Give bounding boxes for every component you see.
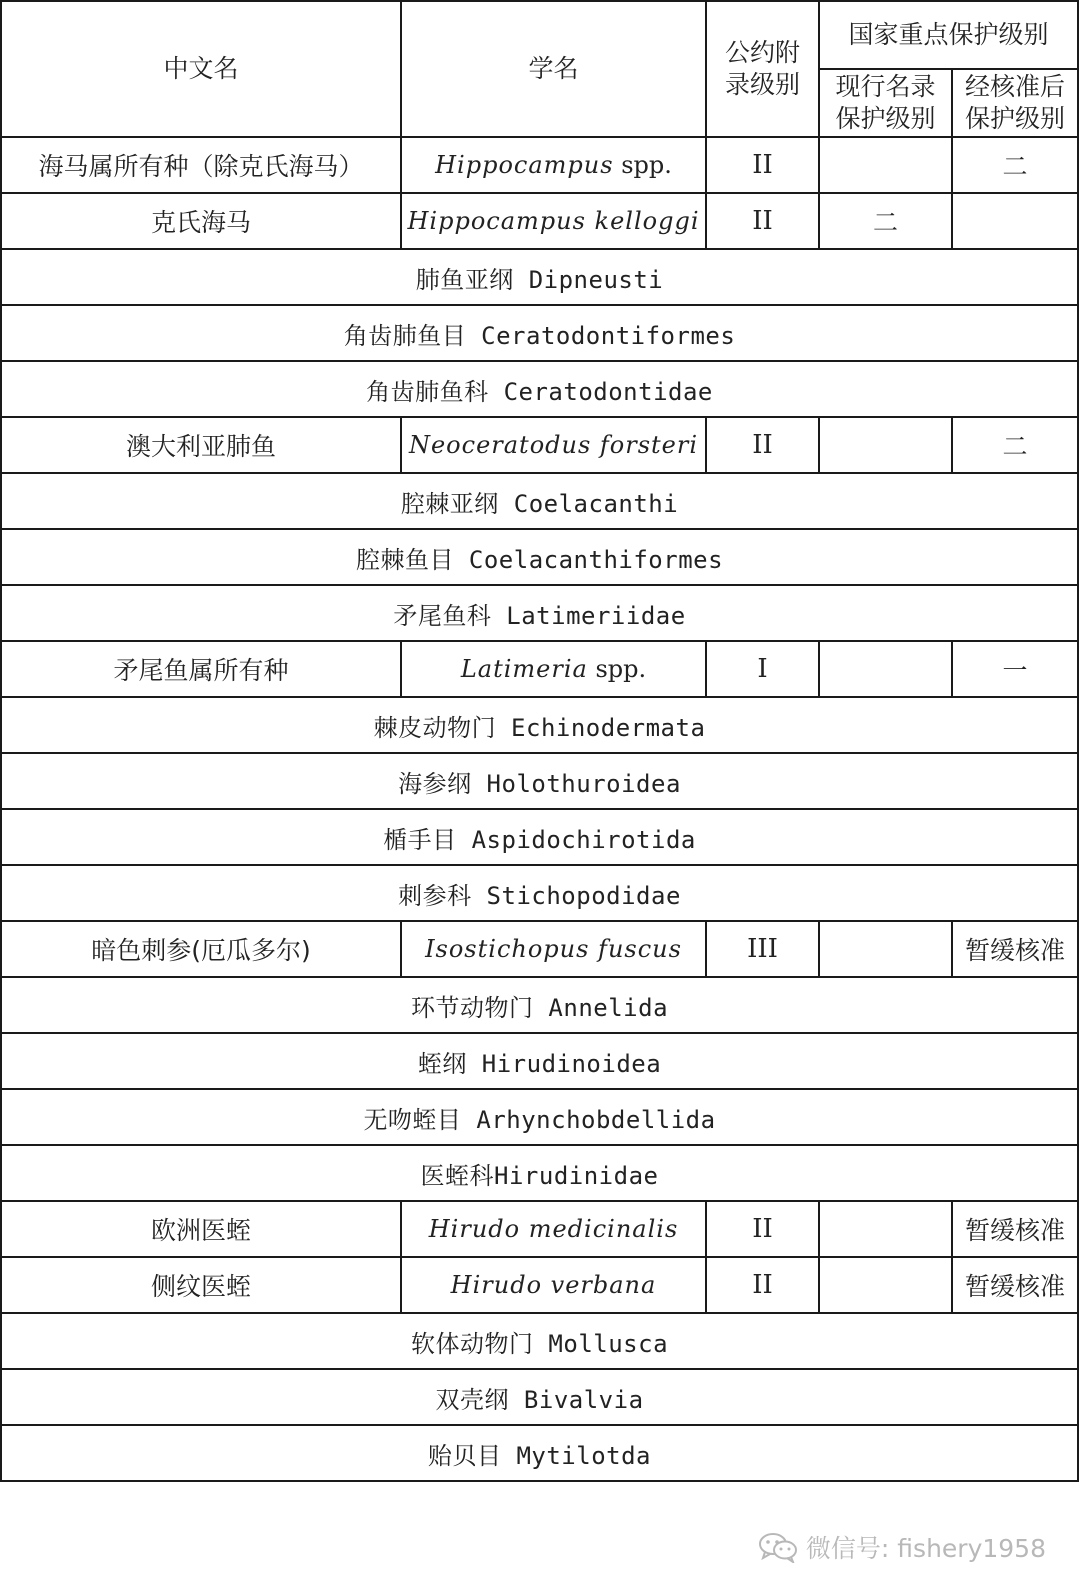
current-level-cell [819, 417, 952, 473]
header-current-line-2: 保护级别 [835, 104, 936, 133]
species-row [1, 417, 1078, 473]
scientific-name-cell [401, 137, 706, 193]
taxon-row [1, 529, 1078, 585]
approved-level-cell: 二 [952, 137, 1078, 193]
species-row [1, 1201, 1078, 1257]
approved-level-cell: 二 [952, 417, 1078, 473]
scientific-name-cell [401, 417, 706, 473]
approved-level-cell: 暂缓核准 [952, 1257, 1078, 1313]
watermark [758, 1530, 1046, 1564]
header-chinese-name: 中文名 [1, 1, 401, 137]
current-level-cell: 二 [819, 193, 952, 249]
header-appendix-line-2: 录级别 [724, 70, 800, 99]
current-level-cell [819, 137, 952, 193]
taxon-row [1, 697, 1078, 753]
taxon-row [1, 1425, 1078, 1481]
scientific-name-cell [401, 1201, 706, 1257]
taxon-label: 角齿肺鱼目 Ceratodontiformes [1, 305, 1078, 361]
taxon-row [1, 249, 1078, 305]
current-level-cell [819, 921, 952, 977]
header-national-protection: 国家重点保护级别 [819, 1, 1078, 69]
appendix-level-cell: II [706, 1201, 819, 1257]
scientific-name-suffix: spp. [613, 151, 672, 179]
taxon-row [1, 1089, 1078, 1145]
chinese-name-cell: 海马属所有种（除克氏海马） [1, 137, 401, 193]
taxon-row [1, 809, 1078, 865]
taxon-label: 医蛭科Hirudinidae [1, 1145, 1078, 1201]
chinese-name-cell: 克氏海马 [1, 193, 401, 249]
appendix-level-cell: III [706, 921, 819, 977]
taxon-label: 蛭纲 Hirudinoidea [1, 1033, 1078, 1089]
current-level-cell [819, 641, 952, 697]
approved-level-cell: 一 [952, 641, 1078, 697]
scientific-name: Latimeria [460, 655, 588, 683]
taxon-label: 棘皮动物门 Echinodermata [1, 697, 1078, 753]
taxon-label: 刺参科 Stichopodidae [1, 865, 1078, 921]
taxon-row [1, 977, 1078, 1033]
appendix-level-cell: I [706, 641, 819, 697]
current-level-cell [819, 1257, 952, 1313]
taxon-row [1, 1313, 1078, 1369]
header-appendix-level [706, 1, 819, 137]
taxon-row [1, 361, 1078, 417]
chinese-name-cell: 欧洲医蛭 [1, 1201, 401, 1257]
appendix-level-cell: II [706, 137, 819, 193]
header-approved-line-1: 经核准后 [965, 72, 1066, 101]
appendix-level-cell: II [706, 193, 819, 249]
header-appendix-line-1: 公约附 [724, 38, 800, 67]
scientific-name: Hippocampus kelloggi [407, 207, 700, 235]
species-row [1, 1257, 1078, 1313]
wechat-icon [758, 1531, 798, 1563]
taxon-label: 矛尾鱼科 Latimeriidae [1, 585, 1078, 641]
approved-level-cell [952, 193, 1078, 249]
taxon-row [1, 1369, 1078, 1425]
scientific-name-cell [401, 1257, 706, 1313]
species-row [1, 641, 1078, 697]
species-row [1, 193, 1078, 249]
taxon-row [1, 1145, 1078, 1201]
scientific-name: Hirudo medicinalis [428, 1215, 679, 1243]
taxon-label: 软体动物门 Mollusca [1, 1313, 1078, 1369]
taxon-label: 角齿肺鱼科 Ceratodontidae [1, 361, 1078, 417]
taxon-row [1, 753, 1078, 809]
taxon-row [1, 305, 1078, 361]
table-body [1, 137, 1078, 1481]
header-current-line-1: 现行名录 [835, 72, 936, 101]
chinese-name-cell: 矛尾鱼属所有种 [1, 641, 401, 697]
scientific-name: Hippocampus [435, 151, 614, 179]
taxon-label: 海参纲 Holothuroidea [1, 753, 1078, 809]
appendix-level-cell: II [706, 1257, 819, 1313]
header-approved-line-2: 保护级别 [965, 104, 1066, 133]
species-row [1, 921, 1078, 977]
taxon-label: 腔棘鱼目 Coelacanthiformes [1, 529, 1078, 585]
taxon-label: 无吻蛭目 Arhynchobdellida [1, 1089, 1078, 1145]
approved-level-cell: 暂缓核准 [952, 921, 1078, 977]
taxon-label: 环节动物门 Annelida [1, 977, 1078, 1033]
taxon-row [1, 865, 1078, 921]
current-level-cell [819, 1201, 952, 1257]
scientific-name: Hirudo verbana [450, 1271, 657, 1299]
scientific-name: Isostichopus fuscus [425, 935, 682, 963]
table-header [1, 1, 1078, 137]
taxon-label: 楯手目 Aspidochirotida [1, 809, 1078, 865]
scientific-name-suffix: spp. [587, 655, 647, 683]
taxon-label: 肺鱼亚纲 Dipneusti [1, 249, 1078, 305]
scientific-name: Neoceratodus forsteri [408, 431, 699, 459]
header-current-level [819, 69, 952, 137]
taxon-label: 腔棘亚纲 Coelacanthi [1, 473, 1078, 529]
taxon-row [1, 473, 1078, 529]
taxon-label: 贻贝目 Mytilotda [1, 1425, 1078, 1481]
species-row [1, 137, 1078, 193]
header-approved-level [952, 69, 1078, 137]
chinese-name-cell: 侧纹医蛭 [1, 1257, 401, 1313]
chinese-name-cell: 暗色刺参(厄瓜多尔) [1, 921, 401, 977]
watermark-text: 微信号: fishery1958 [805, 1534, 1046, 1563]
appendix-level-cell: II [706, 417, 819, 473]
scientific-name-cell [401, 921, 706, 977]
scientific-name-cell [401, 641, 706, 697]
taxon-row [1, 1033, 1078, 1089]
header-scientific-name: 学名 [401, 1, 706, 137]
taxon-row [1, 585, 1078, 641]
approved-level-cell: 暂缓核准 [952, 1201, 1078, 1257]
taxon-label: 双壳纲 Bivalvia [1, 1369, 1078, 1425]
scientific-name-cell [401, 193, 706, 249]
chinese-name-cell: 澳大利亚肺鱼 [1, 417, 401, 473]
